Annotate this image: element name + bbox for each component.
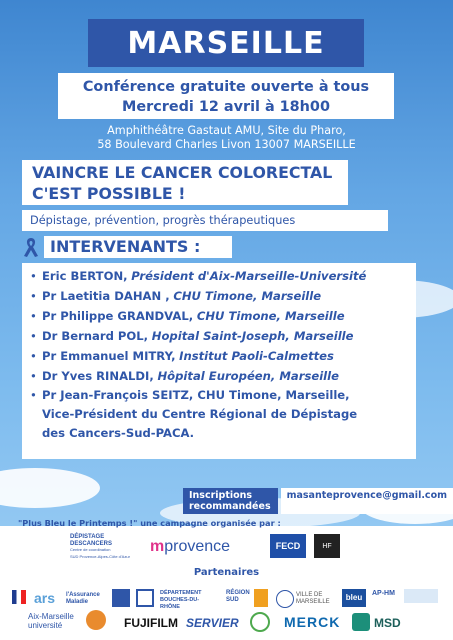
venue (20, 124, 433, 151)
speaker-role: Hopital Saint-Joseph, Marseille (151, 329, 354, 343)
cloud (0, 468, 100, 508)
region-sud-logo: RÉGION SUD (226, 590, 250, 603)
aix-marseille-universite-logo: Aix-Marseille université (28, 612, 74, 630)
registration (183, 488, 453, 514)
venue-line-1: Amphithéâtre Gastaut AMU, Site du Pharo, (107, 124, 346, 137)
registration-email-link[interactable]: masanteprovence@gmail.com (281, 488, 453, 514)
speaker-item (30, 266, 416, 286)
speaker-role: Vice-Président du Centre Régional de Dépistage (42, 407, 358, 421)
ville-marseille-logo: VILLE DE MARSEILLE (296, 592, 330, 605)
partner-logo-icon (86, 610, 106, 630)
speaker-role: Président d'Aix-Marseille-Université (131, 269, 367, 283)
bullet-icon: • (30, 388, 37, 402)
theme-subtitle-box (22, 210, 388, 231)
speakers-heading: INTERVENANTS : (44, 236, 232, 258)
registration-label: Inscriptions recommandées (183, 488, 278, 514)
logo-text: SUD Provence-Alpes-Côte d'Azur (70, 553, 130, 559)
logo-text: Centre de coordination (70, 547, 111, 552)
partner-logo-icon (276, 590, 294, 608)
bayer-logo-icon (250, 612, 270, 632)
speaker-name: Pr Jean-François SEITZ, CHU Timone, Marseille, (42, 388, 350, 402)
organizer-logos (70, 534, 390, 560)
msd-logo: MSD (374, 616, 401, 630)
speaker-role: CHU Timone, Marseille (196, 309, 345, 323)
bullet-icon: • (30, 369, 37, 383)
partner-logo-icon (404, 589, 438, 603)
assurance-maladie-logo: l'Assurance Maladie (66, 592, 100, 605)
logo-text: m (150, 538, 165, 555)
speaker-name: Dr Yves RINALDI, (42, 369, 154, 383)
logo-text: provence (164, 538, 231, 555)
bullet-icon: • (30, 329, 37, 343)
logo-text: DÉPISTAGE (70, 534, 105, 540)
bullet-icon: • (30, 309, 37, 323)
speaker-name: Pr Emmanuel MITRY, (42, 349, 176, 363)
awareness-ribbon-icon (22, 236, 40, 258)
speaker-name: Pr Laetitia DAHAN , (42, 289, 170, 303)
bullet-icon: • (30, 269, 37, 283)
theme-line-2: C'EST POSSIBLE ! (32, 184, 186, 203)
speakers-list (22, 263, 416, 443)
fecd-logo (270, 534, 306, 558)
conference-box (58, 73, 394, 119)
speaker-role: Institut Paoli-Calmettes (179, 349, 334, 363)
speaker-role: CHU Timone, Marseille (173, 289, 322, 303)
speaker-item (30, 306, 416, 326)
hf-logo (314, 534, 340, 558)
city-title: MARSEILLE (127, 25, 325, 61)
partner-logo-icon (136, 589, 154, 607)
conference-date: Mercredi 12 avril à 18h00 (122, 99, 330, 115)
speaker-role: Hôpital Européen, Marseille (157, 369, 339, 383)
bouches-du-rhone-logo: DÉPARTEMENT BOUCHES-DU-RHÔNE (160, 590, 202, 610)
fujifilm-logo: FUJIFILM (124, 616, 178, 630)
theme-line-1: VAINCRE LE CANCER COLORECTAL (32, 163, 333, 182)
logo-text: HF (322, 542, 332, 550)
bullet-icon: • (30, 289, 37, 303)
speaker-name: Dr Bernard POL, (42, 329, 149, 343)
speakers-header (22, 236, 232, 258)
mprovence-logo (150, 538, 230, 556)
france-bleu-logo: bleu (342, 589, 366, 607)
speaker-item (30, 286, 416, 306)
speaker-role: des Cancers-Sud-PACA. (42, 426, 195, 440)
msd-logo-icon (352, 613, 370, 631)
logo-text: DESCANCERS (70, 540, 113, 547)
partner-logo-icon (254, 589, 268, 607)
partners-title: Partenaires (193, 567, 260, 578)
speakers-list-box (22, 263, 416, 459)
speaker-item (30, 366, 416, 386)
campaign-text: "Plus Bleu le Printemps !" une campagne organisée par : (18, 518, 281, 528)
city-title-box (88, 19, 364, 67)
logo-text: FECD (275, 541, 301, 551)
servier-logo: SERVIER (186, 616, 239, 630)
bullet-icon: • (30, 349, 37, 363)
speaker-item (30, 346, 416, 366)
theme-subtitle: Dépistage, prévention, progrès thérapeutiques (30, 214, 296, 227)
conference-title: Conférence gratuite ouverte à tous (82, 79, 370, 95)
french-republic-flag-icon (12, 590, 26, 604)
aphm-logo: AP-HM (372, 590, 395, 597)
speaker-item (30, 386, 416, 443)
ars-logo: ars (34, 590, 56, 606)
speaker-item (30, 326, 416, 346)
theme-box (22, 160, 348, 205)
partner-logo-icon (112, 589, 130, 607)
venue-line-2: 58 Boulevard Charles Livon 13007 MARSEILLE (97, 137, 356, 151)
speaker-name: Pr Philippe GRANDVAL, (42, 309, 194, 323)
speaker-name: Eric BERTON, (42, 269, 128, 283)
depistage-logo (70, 534, 142, 560)
merck-logo: MERCK (284, 614, 341, 630)
